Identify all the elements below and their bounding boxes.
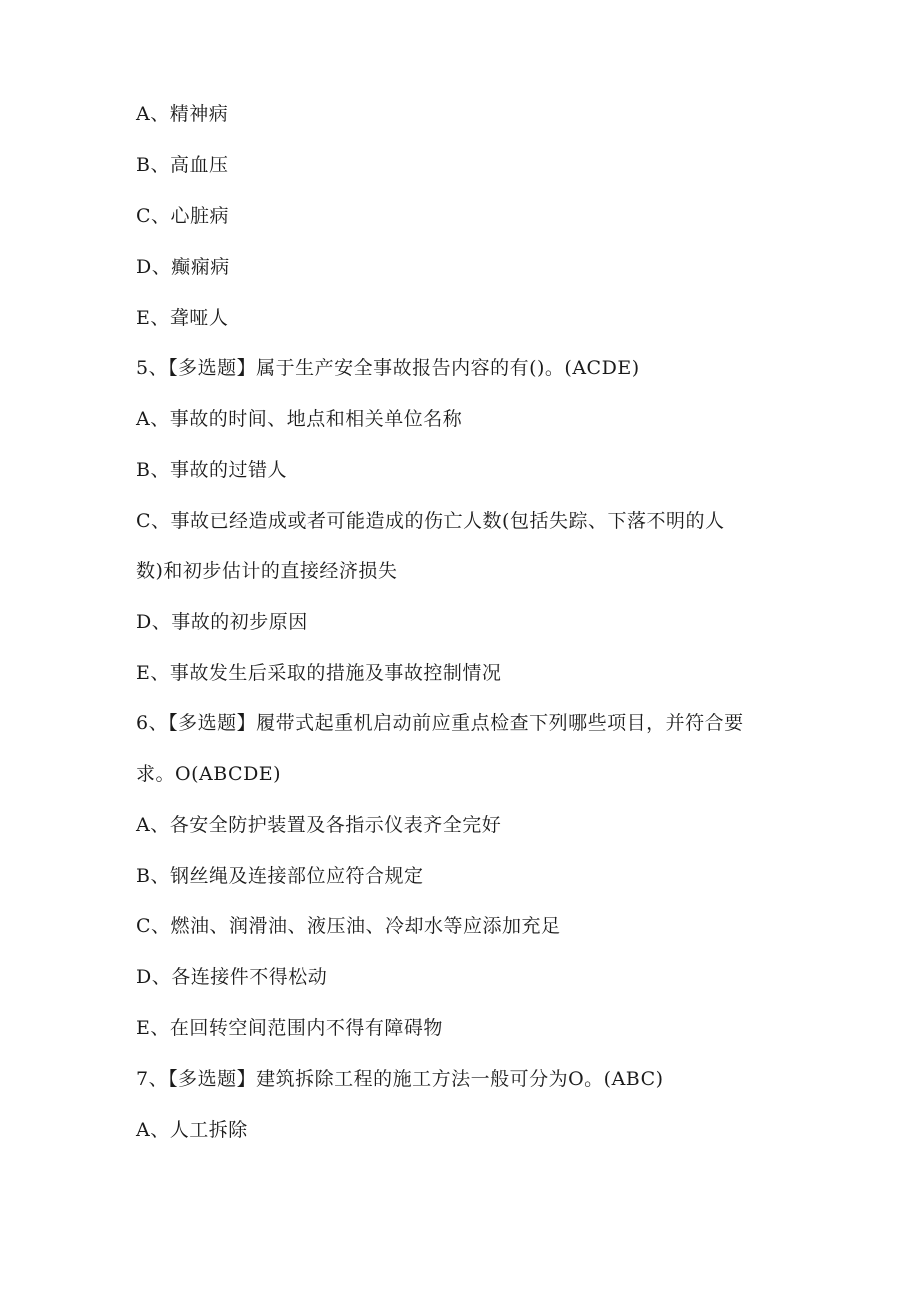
q4-option-e: E、聋哑人 [136, 307, 229, 329]
q6-option-b: B、钢丝绳及连接部位应符合规定 [136, 865, 424, 887]
q6-option-d: D、各连接件不得松动 [136, 966, 328, 988]
q5-option-d: D、事故的初步原因 [136, 611, 308, 633]
q6-question: 6、【多选题】履带式起重机启动前应重点检查下列哪些项目，并符合要 [136, 712, 744, 734]
q4-option-b: B、高血压 [136, 154, 229, 176]
q6-question-continued: 求。O(ABCDE) [136, 763, 282, 785]
q6-option-a: A、各安全防护装置及各指示仪表齐全完好 [136, 814, 502, 836]
q7-option-a: A、人工拆除 [136, 1119, 248, 1141]
q4-option-c: C、心脏病 [136, 205, 230, 227]
q6-option-e: E、在回转空间范围内不得有障碍物 [136, 1017, 443, 1039]
q5-question: 5、【多选题】属于生产安全事故报告内容的有()。(ACDE) [136, 357, 640, 379]
q5-option-c: C、事故已经造成或者可能造成的伤亡人数(包括失踪、下落不明的人 [136, 510, 725, 532]
q4-option-d: D、癫痫病 [136, 256, 230, 278]
q5-option-c-continued: 数)和初步估计的直接经济损失 [136, 560, 398, 582]
q4-option-a: A、精神病 [136, 103, 229, 125]
q5-option-a: A、事故的时间、地点和相关单位名称 [136, 408, 463, 430]
q5-option-b: B、事故的过错人 [136, 459, 287, 481]
q6-option-c: C、燃油、润滑油、液压油、冷却水等应添加充足 [136, 915, 561, 937]
q5-option-e: E、事故发生后采取的措施及事故控制情况 [136, 662, 502, 684]
q7-question: 7、【多选题】建筑拆除工程的施工方法一般可分为O。(ABC) [136, 1068, 664, 1090]
